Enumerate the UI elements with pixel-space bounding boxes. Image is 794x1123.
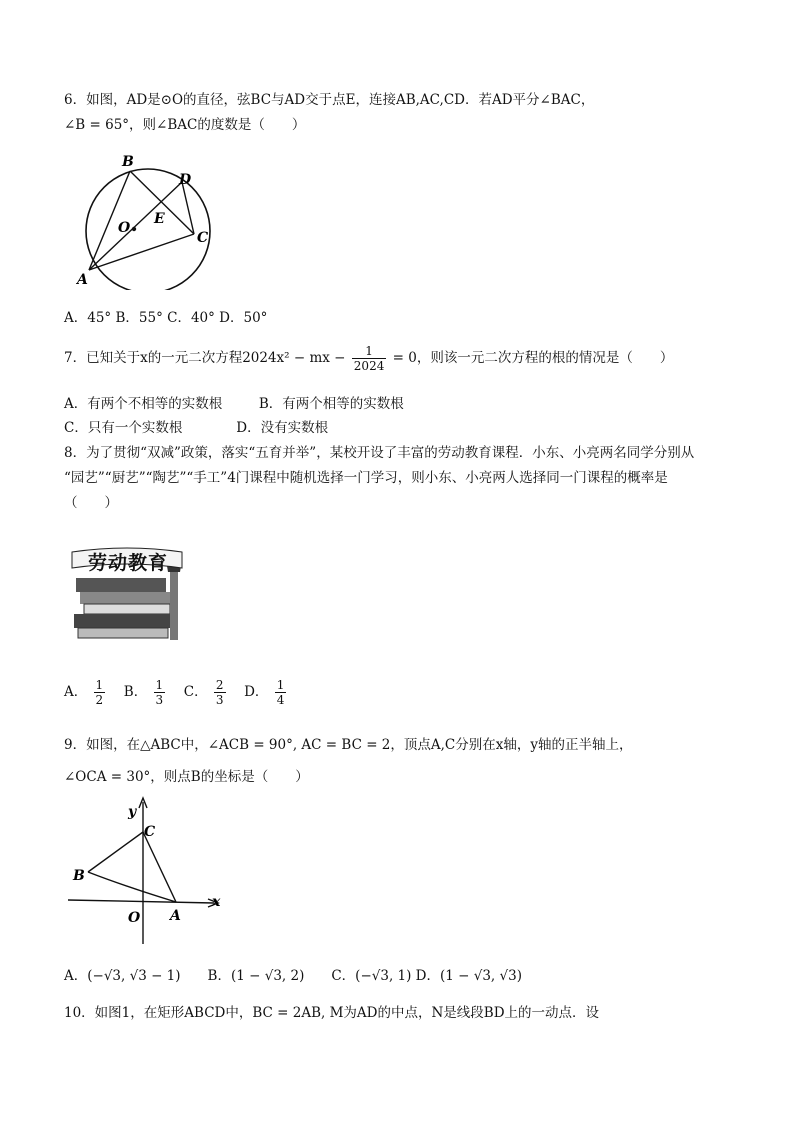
center-point-o — [132, 227, 136, 231]
q8-stem-line1: 8．为了贯彻“双减”政策，落实“五育并举”，某校开设了丰富的劳动教育课程．小东、小亮两名同学分别从 — [64, 445, 695, 461]
q8-a-num: 1 — [95, 678, 104, 692]
segment-ba — [88, 872, 176, 902]
q9-stem-line1: 9．如图，在△ABC中，∠ACB = 90°, AC = BC = 2，顶点A,C分别在x轴，y轴的正半轴上， — [64, 737, 633, 753]
segment-cb — [88, 832, 143, 872]
circle-o — [86, 169, 210, 290]
q9-options: A．(−√3, √3 − 1) B．(1 − √3, 2) C．(−√3, 1) D．(1 − √3, √3) — [64, 968, 522, 984]
label-x: x — [212, 894, 221, 910]
q8-c-den: 3 — [215, 693, 224, 707]
logo-text: 劳动教育 — [87, 552, 168, 574]
label-d: D — [179, 172, 192, 188]
book-3 — [84, 604, 170, 614]
q7-options-row2 — [64, 418, 328, 438]
q8-option-c-label: C． — [183, 684, 208, 700]
q7-option-a: A．有两个不相等的实数根 — [64, 396, 223, 412]
x-axis — [68, 900, 214, 903]
q8-option-a-frac — [94, 678, 106, 707]
label-o: O — [128, 910, 141, 926]
q6-stem-line1: 6．如图，AD是⊙O的直径，弦BC与AD交于点E，连接AB,AC,CD．若AD平分∠BAC， — [64, 92, 595, 108]
q8-d-num: 1 — [276, 678, 285, 692]
spade-handle — [170, 568, 178, 640]
q8-stem-line3: （ ） — [64, 495, 118, 511]
q6-circle-figure — [66, 150, 226, 290]
q8-option-b-frac — [154, 678, 166, 707]
q8-option-c-frac — [214, 678, 226, 707]
q9-stem-line2: ∠OCA = 30°，则点B的坐标是（ ） — [64, 769, 309, 785]
q7-options-row1 — [64, 394, 404, 414]
q6-options: A．45° B．55° C．40° D．50° — [64, 310, 268, 326]
chord-cd — [182, 182, 194, 234]
q7-frac-den: 2024 — [353, 359, 385, 373]
label-c: C — [197, 230, 209, 246]
book-1 — [76, 578, 166, 592]
book-5 — [78, 628, 168, 638]
book-2 — [80, 592, 172, 604]
label-a: A — [170, 908, 181, 924]
label-c: C — [144, 824, 156, 840]
q8-a-den: 2 — [95, 693, 104, 707]
q9-coordinate-figure — [64, 794, 234, 954]
q7-frac-num: 1 — [352, 344, 387, 359]
q6-stem-line2: ∠B = 65°，则∠BAC的度数是（ ） — [64, 117, 306, 133]
book-4 — [74, 614, 170, 628]
q7-option-c: C．只有一个实数根 — [64, 420, 183, 436]
q8-b-den: 3 — [155, 693, 164, 707]
q8-stem-line2: “园艺”“厨艺”“陶艺”“手工”4门课程中随机选择一门学习，则小东、小亮两人选择同一门课程的概率是 — [64, 470, 668, 486]
segment-ca — [143, 832, 176, 902]
q7-option-b: B．有两个相等的实数根 — [258, 396, 404, 412]
diameter-ad — [89, 182, 182, 270]
q8-option-b-label: B． — [123, 684, 148, 700]
q8-d-den: 4 — [276, 693, 285, 707]
q8-c-num: 2 — [215, 678, 224, 692]
label-o: O — [118, 220, 131, 236]
label-b: B — [73, 868, 85, 884]
q8-b-num: 1 — [155, 678, 164, 692]
labor-education-logo — [70, 538, 185, 644]
label-y: y — [128, 804, 137, 820]
q8-option-a-label: A． — [64, 684, 88, 700]
label-e: E — [154, 211, 165, 227]
q8-options — [64, 674, 288, 710]
q7-prefix: 7．已知关于x的一元二次方程2024x² − mx − — [64, 350, 346, 366]
chord-ac — [89, 234, 194, 270]
label-b: B — [122, 154, 134, 170]
q7-option-d: D．没有实数根 — [236, 420, 329, 436]
label-a: A — [77, 272, 88, 288]
q8-option-d-frac — [275, 678, 287, 707]
q7-fraction — [352, 344, 387, 373]
q7-suffix: = 0，则该一元二次方程的根的情况是（ ） — [392, 350, 674, 366]
q8-option-d-label: D． — [244, 684, 269, 700]
q10-stem-line1: 10．如图1，在矩形ABCD中，BC = 2AB, M为AD的中点，N是线段BD上的一动点．设 — [64, 1005, 600, 1021]
q7-stem — [64, 341, 673, 375]
